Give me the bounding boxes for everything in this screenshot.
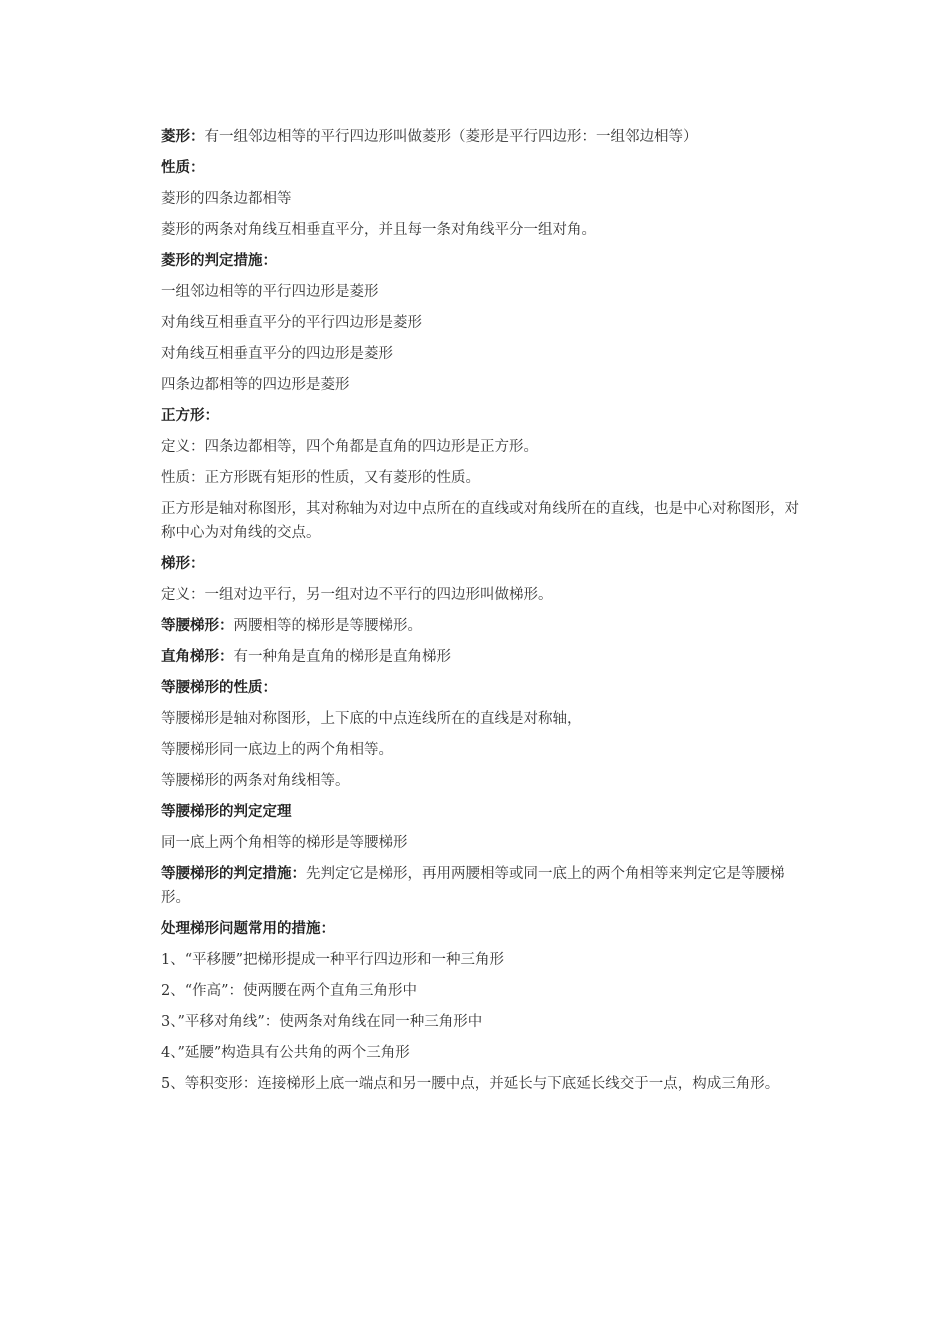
bold-term: 菱形： (161, 129, 205, 145)
line-text: 3、”平移对角线”：使两条对角线在同一种三角形中 (161, 1014, 483, 1030)
text-line (161, 403, 809, 434)
line-text: 4、”延腰”构造具有公共角的两个三角形 (161, 1045, 410, 1061)
text-line (161, 186, 809, 217)
line-text: 5、等积变形：连接梯形上底一端点和另一腰中点，并延长与下底延长线交于一点，构成三角形。 (161, 1076, 780, 1092)
line-text: 等腰梯形是轴对称图形，上下底的中点连线所在的直线是对称轴， (161, 711, 582, 727)
text-line (161, 1040, 809, 1071)
line-text: 1、“平移腰”把梯形提成一种平行四边形和一种三角形 (161, 952, 505, 968)
text-line (161, 768, 809, 799)
line-text: 菱形的四条边都相等 (161, 191, 292, 207)
text-line (161, 551, 809, 582)
line-text: 对角线互相垂直平分的平行四边形是菱形 (161, 315, 422, 331)
line-text: 有一组邻边相等的平行四边形叫做菱形（菱形是平行四边形：一组邻边相等） (204, 129, 698, 145)
line-text: 四条边都相等的四边形是菱形 (161, 377, 350, 393)
bold-term: 正方形： (161, 408, 219, 424)
text-line (161, 916, 809, 947)
line-text: 等腰梯形的两条对角线相等。 (161, 773, 350, 789)
text-line (161, 830, 809, 861)
text-line (161, 279, 809, 310)
bold-term: 性质： (161, 160, 205, 176)
text-line (161, 737, 809, 768)
text-paragraph (161, 496, 809, 545)
text-line (161, 372, 809, 403)
bold-term: 菱形的判定措施： (161, 253, 277, 269)
text-line (161, 947, 809, 978)
line-text: 定义：一组对边平行，另一组对边不平行的四边形叫做梯形。 (161, 587, 553, 603)
line-text: 两腰相等的梯形是等腰梯形。 (233, 618, 422, 634)
text-line (161, 341, 809, 372)
bold-term: 梯形： (161, 556, 205, 572)
line-text: 正方形是轴对称图形，其对称轴为对边中点所在的直线或对角线所在的直线，也是中心对称图形，对称中心为对角线的交点。 (161, 501, 799, 541)
text-line (161, 310, 809, 341)
bold-term: 等腰梯形的判定定理 (161, 804, 292, 820)
text-line (161, 124, 809, 155)
line-text: 定义：四条边都相等，四个角都是直角的四边形是正方形。 (161, 439, 538, 455)
bold-term: 等腰梯形的判定措施： (161, 866, 306, 882)
text-line (161, 248, 809, 279)
bold-term: 直角梯形： (161, 649, 234, 665)
text-line (161, 978, 809, 1009)
line-text: 2、“作高”：使两腰在两个直角三角形中 (161, 983, 418, 999)
text-line (161, 434, 809, 465)
bold-term: 等腰梯形的性质： (161, 680, 277, 696)
line-text: 性质：正方形既有矩形的性质，又有菱形的性质。 (161, 470, 480, 486)
text-line (161, 465, 809, 496)
text-line (161, 217, 809, 248)
text-line (161, 1009, 809, 1040)
line-text: 等腰梯形同一底边上的两个角相等。 (161, 742, 393, 758)
text-paragraph (161, 1071, 809, 1096)
line-text: 对角线互相垂直平分的四边形是菱形 (161, 346, 393, 362)
text-line (161, 706, 809, 737)
text-line (161, 644, 809, 675)
bold-term: 等腰梯形： (161, 618, 234, 634)
text-line (161, 799, 809, 830)
text-line (161, 675, 809, 706)
document-body (161, 124, 809, 1102)
text-line (161, 155, 809, 186)
line-text: 有一种角是直角的梯形是直角梯形 (233, 649, 451, 665)
text-line (161, 582, 809, 613)
line-text: 菱形的两条对角线互相垂直平分，并且每一条对角线平分一组对角。 (161, 222, 596, 238)
text-paragraph (161, 861, 809, 910)
text-line (161, 613, 809, 644)
line-text: 一组邻边相等的平行四边形是菱形 (161, 284, 379, 300)
bold-term: 处理梯形问题常用的措施： (161, 921, 335, 937)
line-text: 先判定它是梯形，再用两腰相等或同一底上的两个角相等来判定它是等腰梯形。 (161, 866, 785, 906)
line-text: 同一底上两个角相等的梯形是等腰梯形 (161, 835, 408, 851)
